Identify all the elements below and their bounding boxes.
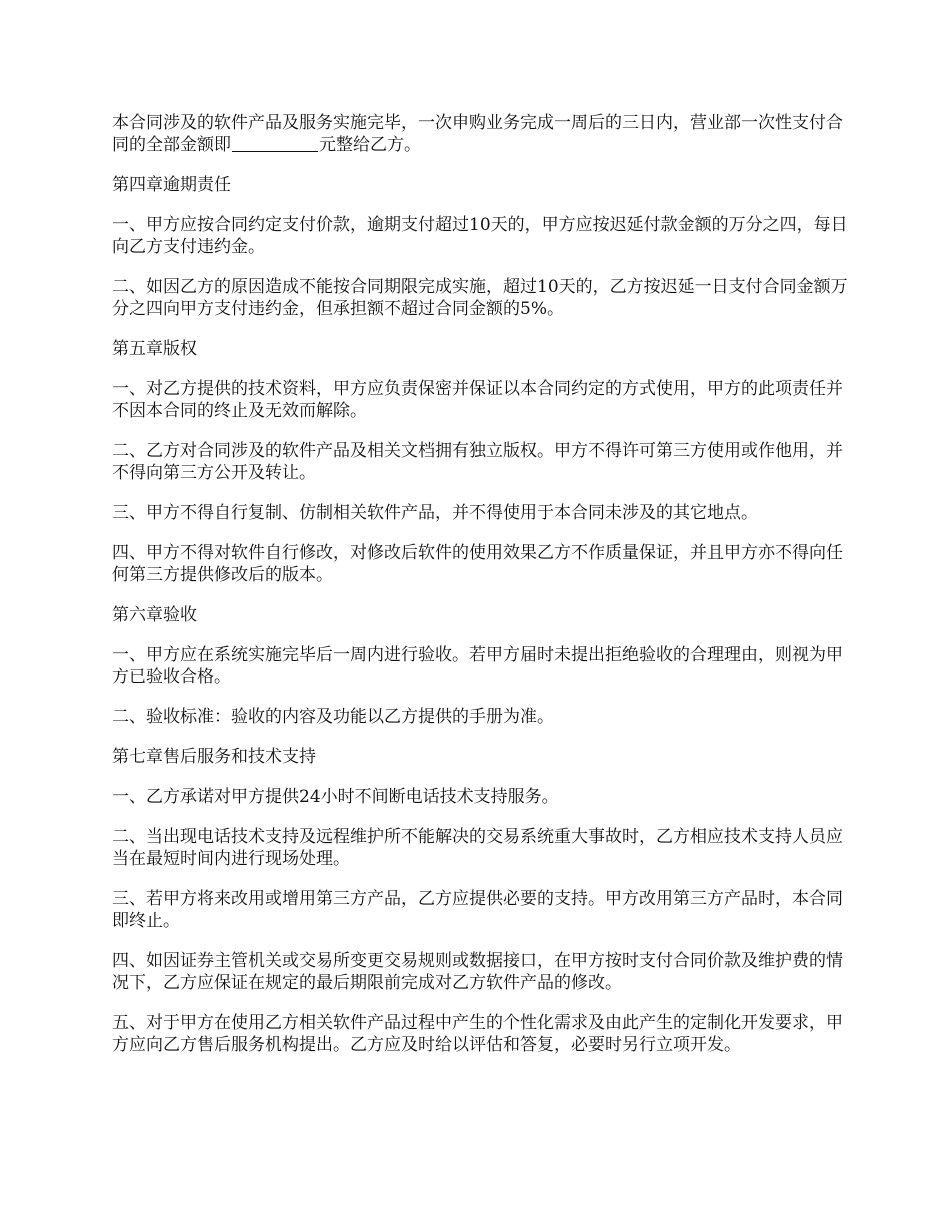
chapter-4-clause-2: 二、如因乙方的原因造成不能按合同期限完成实施，超过10天的，乙方按迟延一日支付合同金额万分之四向甲方支付违约金，但承担额不超过合同金额的5%。 — [112, 277, 848, 319]
chapter-7-clause-2: 二、当出现电话技术支持及远程维护所不能解决的交易系统重大事故时，乙方相应技术支持人员应当在最短时间内进行现场处理。 — [112, 827, 843, 869]
chapter-7-clause-3: 三、若甲方将来改用或增用第三方产品，乙方应提供必要的支持。甲方改用第三方产品时，本合同即终止。 — [112, 889, 843, 931]
chapter-7-clause-4: 四、如因证券主管机关或交易所变更交易规则或数据接口，在甲方按时支付合同价款及维护费的情况下，乙方应保证在规定的最后期限前完成对乙方软件产品的修改。 — [112, 951, 843, 993]
chapter-5-clause-3: 三、甲方不得自行复制、仿制相关软件产品，并不得使用于本合同未涉及的其它地点。 — [112, 503, 758, 523]
chapter-4-clause-1: 一、甲方应按合同约定支付价款，逾期支付超过10天的，甲方应按迟延付款金额的万分之四，每日向乙方支付违约金。 — [112, 215, 848, 257]
chapter-5-clause-4: 四、甲方不得对软件自行修改，对修改后软件的使用效果乙方不作质量保证，并且甲方亦不得向任何第三方提供修改后的版本。 — [112, 543, 843, 585]
chapter-7-clause-1: 一、乙方承诺对甲方提供24小时不间断电话技术支持服务。 — [112, 787, 559, 807]
payment-clause-paragraph — [112, 112, 854, 156]
payment-clause-text-before: 本合同涉及的软件产品及服务实施完毕，一次申购业务完成一周后的三日内，营业部一次性支付合同的全部金额即 — [112, 113, 843, 155]
payment-clause-text-after: 元整给乙方。 — [319, 135, 421, 155]
chapter-6-clause-1: 一、甲方应在系统实施完毕后一周内进行验收。若甲方届时未提出拒绝验收的合理理由，则视为甲方已验收合格。 — [112, 645, 843, 687]
amount-blank-line — [232, 135, 318, 152]
chapter-5-clause-1: 一、对乙方提供的技术资料，甲方应负责保密并保证以本合同约定的方式使用，甲方的此项责任并不因本合同的终止及无效而解除。 — [112, 379, 843, 421]
chapter-6-clause-2: 二、验收标准：验收的内容及功能以乙方提供的手册为准。 — [112, 707, 554, 727]
chapter-5-clause-2: 二、乙方对合同涉及的软件产品及相关文档拥有独立版权。甲方不得许可第三方使用或作他用，并不得向第三方公开及转让。 — [112, 441, 843, 483]
document-page — [112, 112, 854, 1074]
chapter-6-heading: 第六章验收 — [112, 605, 197, 625]
chapter-7-clause-5: 五、对于甲方在使用乙方相关软件产品过程中产生的个性化需求及由此产生的定制化开发要求，甲方应向乙方售后服务机构提出。乙方应及时给以评估和答复，必要时另行立项开发。 — [112, 1013, 843, 1055]
chapter-4-heading: 第四章逾期责任 — [112, 175, 231, 195]
chapter-5-heading: 第五章版权 — [112, 339, 197, 359]
chapter-7-heading: 第七章售后服务和技术支持 — [112, 747, 316, 767]
